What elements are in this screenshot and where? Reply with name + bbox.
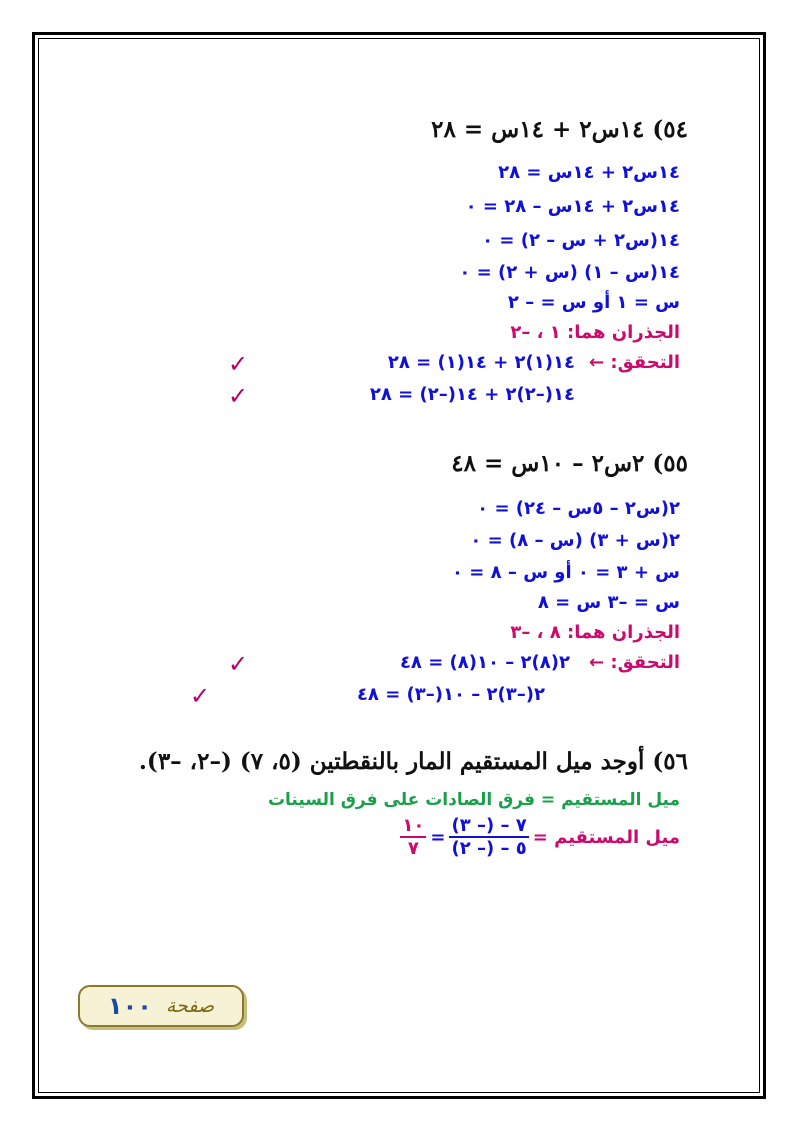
page-number-badge [78,985,244,1027]
q56-slope-label: ميل المستقيم = [532,826,680,848]
q55-roots: الجذران هما: ٨ ، –٣ [510,622,680,643]
q55-step-1: ٢(س٢ – ٥س – ٢٤) = ٠ [477,498,680,519]
q56-fraction-1-numerator: ٧ – (– ٣) [451,815,527,836]
q56-rule: ميل المستقيم = فرق الصادات على فرق السينات [267,790,680,810]
q54-roots: الجذران هما: ١ ، –٢ [510,322,680,343]
q54-check-label: التحقق: ← [589,352,680,373]
q56-fraction-2-denominator: ٧ [407,838,419,859]
q55-check-label: التحقق: ← [589,652,680,673]
q56-fraction-2 [400,815,426,859]
q55-check-1: ٢(٨)٢ – ١٠(٨) = ٤٨ [399,652,570,673]
q55-step-3: س + ٣ = ٠ أو س – ٨ = ٠ [452,562,680,583]
q55-heading: ٥٥) ٢س٢ – ١٠س = ٤٨ [451,450,688,477]
q54-check-mark-2: ✓ [228,382,249,410]
q55-check-2: ٢(–٣)٢ – ١٠(–٣) = ٤٨ [356,684,545,705]
q56-fraction-1 [449,815,528,859]
q54-step-1: ١٤س٢ + ١٤س = ٢٨ [498,162,680,183]
q55-check-mark-2: ✓ [190,682,211,710]
q54-check-1: ١٤(١)٢ + ١٤(١) = ٢٨ [387,352,575,373]
q54-step-4: ١٤(س – ١) (س + ٢) = ٠ [459,262,680,283]
page-number: ١٠٠ [107,992,152,1020]
q56-heading: ٥٦) أوجد ميل المستقيم المار بالنقطتين (٥، ٧) (–٢، –٣). [138,748,688,775]
q56-fraction-2-numerator: ١٠ [402,815,425,836]
q54-step-5: س = ١ أو س = – ٢ [507,292,680,313]
q55-check-mark-1: ✓ [228,650,249,678]
q56-equals: = [430,826,446,848]
page-label: صفحة [165,995,215,1017]
q55-step-2: ٢(س + ٣) (س – ٨) = ٠ [470,530,680,551]
q54-check-mark-1: ✓ [228,350,249,378]
q55-step-4: س = –٣ س = ٨ [537,592,680,613]
q54-step-3: ١٤(س٢ + س – ٢) = ٠ [482,230,680,251]
q54-heading: ٥٤) ١٤س٢ + ١٤س = ٢٨ [431,116,688,143]
q56-slope-equation [396,815,680,859]
q56-fraction-1-denominator: ٥ – (– ٢) [451,838,527,859]
q54-check-2: ١٤(–٢)٢ + ١٤(–٢) = ٢٨ [369,384,575,405]
q54-step-2: ١٤س٢ + ١٤س – ٢٨ = ٠ [465,196,680,217]
